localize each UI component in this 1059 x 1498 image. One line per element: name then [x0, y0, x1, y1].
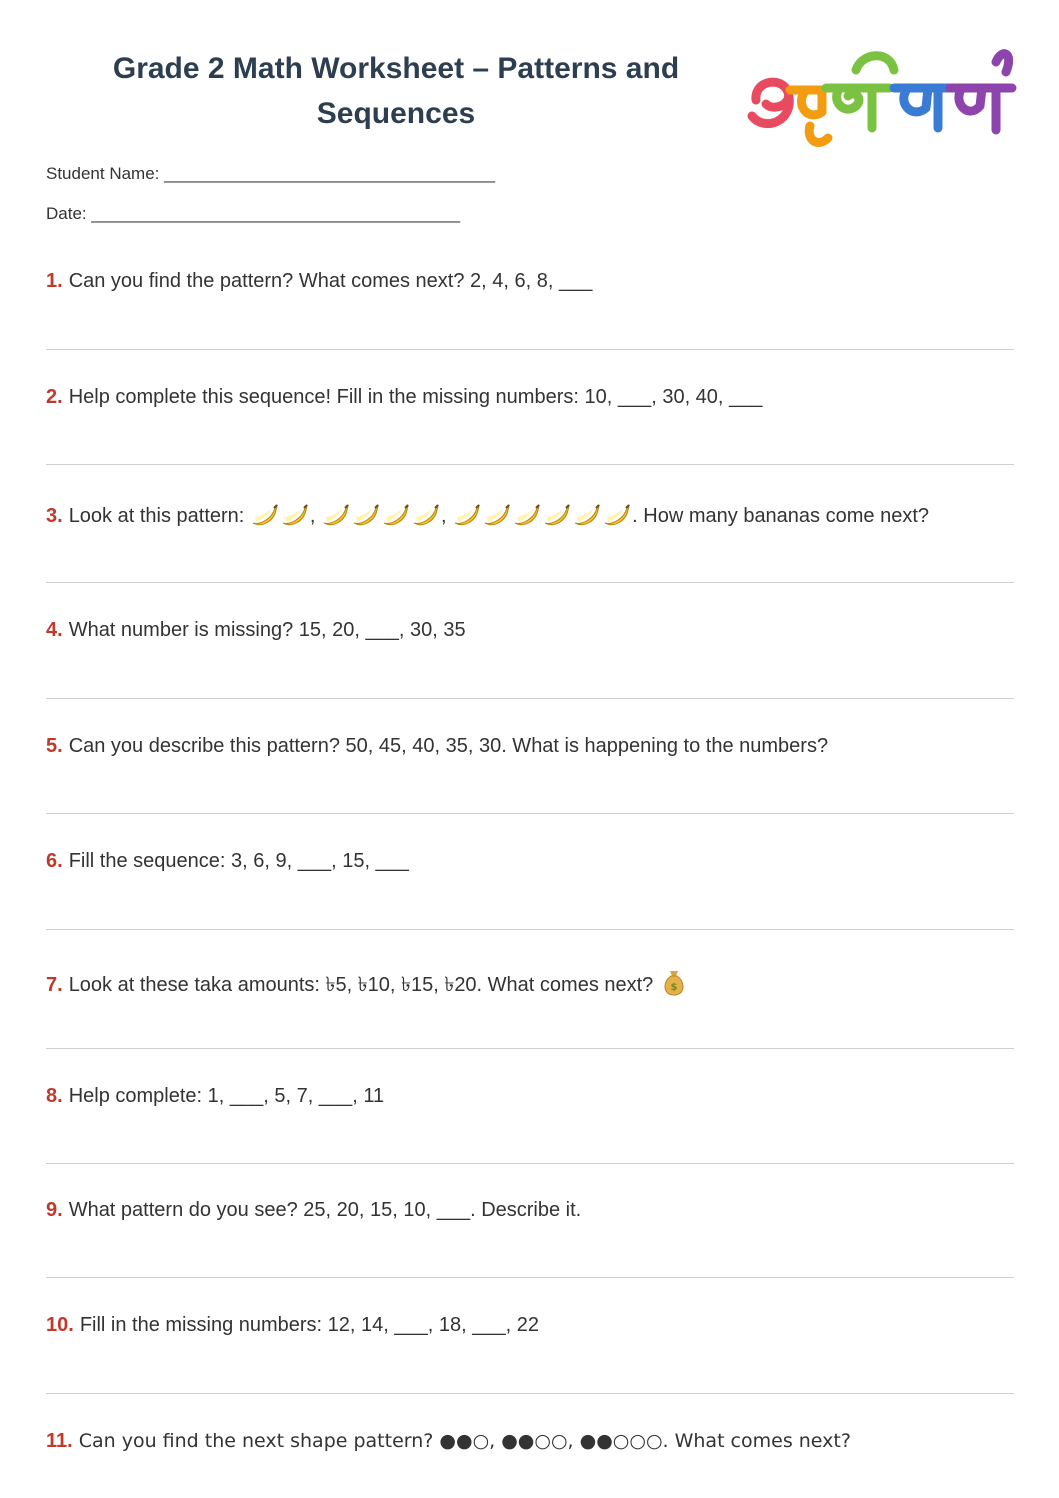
- banana-icon: [381, 503, 410, 527]
- banana-icon: [280, 503, 309, 527]
- question-number: 4.: [46, 619, 63, 641]
- question-text-suffix: . How many bananas come next?: [632, 505, 929, 527]
- answer-line-8: [46, 1163, 1014, 1164]
- question-number: 6.: [46, 850, 63, 872]
- money-bag-icon: [661, 969, 687, 997]
- question-7: [46, 969, 1013, 1003]
- banana-icon: [482, 503, 511, 527]
- question-11: [46, 1430, 1013, 1453]
- banana-icon: [411, 503, 440, 527]
- question-5: [46, 735, 1013, 758]
- question-text: Help complete: 1, ___, 5, 7, ___, 11: [68, 1085, 385, 1107]
- separator: ,: [309, 505, 322, 527]
- question-4: [46, 619, 1013, 642]
- banana-icon: [321, 503, 350, 527]
- question-text: Can you find the pattern? What comes next? 2, 4, 6, 8, ___: [68, 270, 593, 292]
- answer-line-6: [46, 929, 1014, 930]
- question-text: Can you describe this pattern? 50, 45, 40, 35, 30. What is happening to the numbers?: [68, 735, 829, 757]
- banana-group: [321, 505, 441, 527]
- question-10: [46, 1314, 1013, 1337]
- question-text: Can you find the next shape pattern? ●●○, ●●○○, ●●○○○. What comes next?: [78, 1430, 851, 1452]
- date-field[interactable]: Date: _______________________________________: [46, 204, 461, 223]
- question-number: 10.: [46, 1314, 74, 1336]
- question-text: What number is missing? 15, 20, ___, 30, 35: [68, 619, 466, 641]
- question-number: 7.: [46, 974, 63, 996]
- question-1: [46, 270, 1013, 293]
- banana-group: [452, 505, 632, 527]
- question-text: What pattern do you see? 25, 20, 15, 10, ___. Describe it.: [68, 1199, 582, 1221]
- banana-icon: [572, 503, 601, 527]
- banana-icon: [602, 503, 631, 527]
- answer-line-10: [46, 1393, 1014, 1394]
- question-6: [46, 850, 1013, 873]
- banana-group: [250, 505, 310, 527]
- question-number: 9.: [46, 1199, 63, 1221]
- question-3: [46, 503, 1013, 528]
- question-number: 3.: [46, 505, 63, 527]
- question-8: [46, 1085, 1013, 1108]
- answer-line-3: [46, 582, 1014, 583]
- question-text: Look at this pattern:: [68, 505, 245, 527]
- anushilani-logo: [744, 40, 1020, 156]
- answer-line-9: [46, 1277, 1014, 1278]
- question-text: Look at these taka amounts: ৳5, ৳10, ৳15, ৳20. What comes next?: [68, 974, 654, 996]
- answer-line-4: [46, 698, 1014, 699]
- banana-icon: [452, 503, 481, 527]
- question-number: 8.: [46, 1085, 63, 1107]
- separator: ,: [441, 505, 453, 527]
- question-text: Fill in the missing numbers: 12, 14, ___, 18, ___, 22: [79, 1314, 539, 1336]
- svg-text:$: $: [670, 982, 678, 993]
- answer-line-5: [46, 813, 1014, 814]
- question-number: 1.: [46, 270, 63, 292]
- question-text: Help complete this sequence! Fill in the missing numbers: 10, ___, 30, 40, ___: [68, 386, 763, 408]
- banana-icon: [351, 503, 380, 527]
- banana-icon: [250, 503, 279, 527]
- question-2: [46, 386, 1013, 409]
- answer-line-1: [46, 349, 1014, 350]
- question-number: 11.: [46, 1430, 73, 1452]
- banana-icon: [542, 503, 571, 527]
- question-number: 5.: [46, 735, 63, 757]
- student-name-field[interactable]: Student Name: ___________________________________: [46, 164, 496, 183]
- question-9: [46, 1199, 1013, 1222]
- banana-icon: [512, 503, 541, 527]
- banana-pattern: [250, 505, 632, 527]
- worksheet-title: Grade 2 Math Worksheet – Patterns and Sequences: [112, 52, 680, 130]
- answer-line-7: [46, 1048, 1014, 1049]
- question-text: Fill the sequence: 3, 6, 9, ___, 15, ___: [68, 850, 409, 872]
- answer-line-2: [46, 464, 1014, 465]
- question-number: 2.: [46, 386, 63, 408]
